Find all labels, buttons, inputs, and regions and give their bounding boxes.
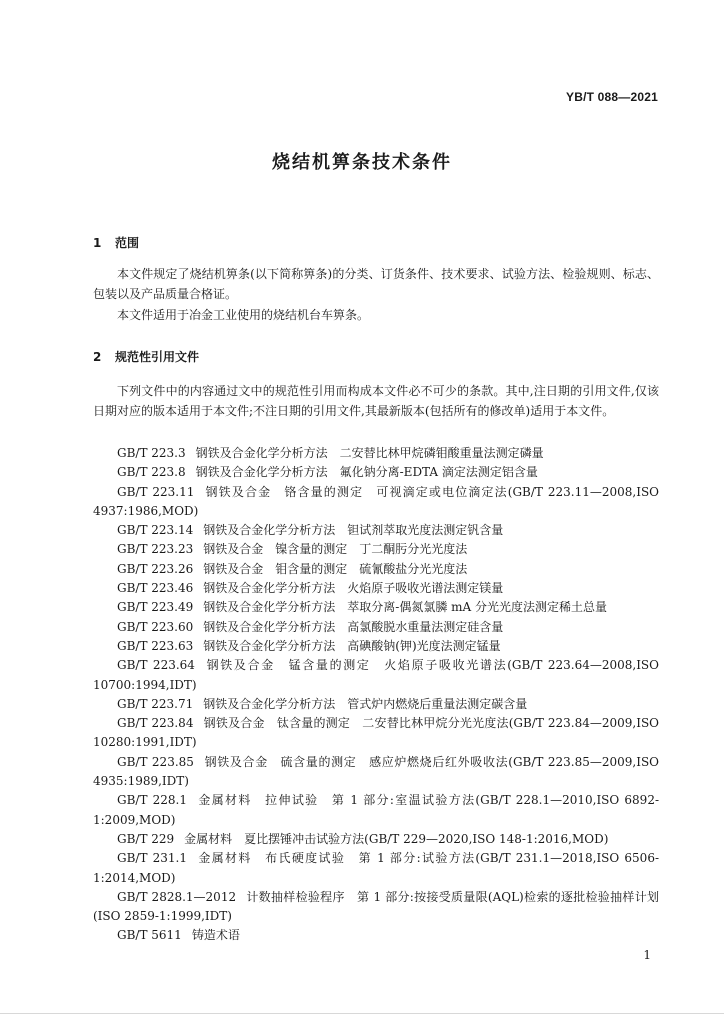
section-1-title: 范围 xyxy=(115,236,140,250)
reference-title: 钢铁及合金化学分析方法 萃取分离-偶氮氯膦 mA 分光光度法测定稀土总量 xyxy=(203,600,607,615)
reference-code: GB/T 223.64 xyxy=(117,658,195,673)
reference-title: 铸造术语 xyxy=(191,928,240,943)
reference-item xyxy=(93,637,659,656)
reference-title: 金属材料 夏比摆锤冲击试验方法(GB/T 229—2020,ISO 148-1:2016,MOD) xyxy=(184,831,609,846)
reference-title: 钢铁及合金化学分析方法 高碘酸钠(钾)光度法测定锰量 xyxy=(203,638,501,653)
reference-title: 金属材料 拉伸试验 第 1 部分:室温试验方法(GB/T 228.1—2010,ISO 6892-1:2009,MOD) xyxy=(93,793,660,827)
reference-code: GB/T 5611 xyxy=(117,928,182,943)
reference-item xyxy=(93,483,659,522)
reference-code: GB/T 223.71 xyxy=(117,696,194,711)
reference-title: 钢铁及合金 钼含量的测定 硫氰酸盐分光光度法 xyxy=(203,561,468,576)
section-1-paragraph-1: 本文件规定了烧结机箅条(以下简称箅条)的分类、订货条件、技术要求、试验方法、检验规则、标志、包装以及产品质量合格证。 xyxy=(93,267,659,301)
reference-title: 钢铁及合金 锰含量的测定 火焰原子吸收光谱法(GB/T 223.64—2008,ISO 10700:1994,IDT) xyxy=(93,658,659,692)
document-title: 烧结机箅条技术条件 xyxy=(272,152,452,173)
reference-code: GB/T 223.84 xyxy=(117,716,194,731)
reference-code: GB/T 223.23 xyxy=(117,542,194,557)
reference-title: 钢铁及合金化学分析方法 管式炉内燃烧后重量法测定碳含量 xyxy=(203,696,528,711)
reference-code: GB/T 223.46 xyxy=(117,581,194,596)
reference-code: GB/T 223.26 xyxy=(117,561,194,576)
reference-item xyxy=(93,791,659,830)
reference-item xyxy=(93,579,659,598)
reference-item xyxy=(93,849,659,888)
reference-item xyxy=(93,656,659,695)
reference-code: GB/T 223.60 xyxy=(117,619,194,634)
reference-title: 计数抽样检验程序 第 1 部分:按接受质量限(AQL)检索的逐批检验抽样计划(ISO 2859-1:1999,IDT) xyxy=(93,889,659,924)
reference-item xyxy=(93,598,659,617)
reference-list xyxy=(93,444,659,946)
reference-title: 金属材料 布氏硬度试验 第 1 部分:试验方法(GB/T 231.1—2018,ISO 6506-1:2014,MOD) xyxy=(93,851,660,885)
reference-code: GB/T 229 xyxy=(117,831,175,846)
reference-title: 钢铁及合金 硫含量的测定 感应炉燃烧后红外吸收法(GB/T 223.85—2009,ISO 4935:1989,IDT) xyxy=(93,754,659,789)
reference-code: GB/T 223.63 xyxy=(117,638,194,653)
reference-code: GB/T 223.85 xyxy=(117,754,194,769)
section-1-paragraph-2: 本文件适用于冶金工业使用的烧结机台车箅条。 xyxy=(117,308,370,322)
reference-title: 钢铁及合金化学分析方法 火焰原子吸收光谱法测定镁量 xyxy=(203,581,504,596)
page-bottom-rule xyxy=(0,1013,724,1014)
standard-code: YB/T 088—2021 xyxy=(566,90,658,104)
section-2-intro: 下列文件中的内容通过文中的规范性引用而构成本文件必不可少的条款。其中,注日期的引用文件,仅该日期对应的版本适用于本文件;不注日期的引用文件,其最新版本(包括所有的修改单)适用于本文件。 xyxy=(93,384,659,418)
reference-title: 钢铁及合金化学分析方法 氟化钠分离-EDTA 滴定法测定铝含量 xyxy=(195,465,538,480)
reference-code: GB/T 231.1 xyxy=(117,851,187,866)
page-number: 1 xyxy=(643,948,651,962)
reference-code: GB/T 223.8 xyxy=(117,465,186,480)
section-2-number: 2 xyxy=(93,350,102,364)
section-2-title: 规范性引用文件 xyxy=(115,350,200,364)
reference-code: GB/T 228.1 xyxy=(117,793,187,808)
reference-title: 钢铁及合金 钛含量的测定 二安替比林甲烷分光光度法(GB/T 223.84—2009,ISO 10280:1991,IDT) xyxy=(93,716,659,750)
reference-title: 钢铁及合金化学分析方法 二安替比林甲烷磷钼酸重量法测定磷量 xyxy=(195,446,544,460)
reference-item xyxy=(93,888,659,927)
reference-item xyxy=(93,463,659,482)
reference-title: 钢铁及合金化学分析方法 高氯酸脱水重量法测定硅含量 xyxy=(203,619,504,634)
reference-code: GB/T 2828.1—2012 xyxy=(117,889,237,904)
section-1-number: 1 xyxy=(93,236,102,250)
reference-item xyxy=(93,830,659,849)
section-2-heading xyxy=(93,348,199,365)
reference-item xyxy=(93,714,659,753)
reference-item xyxy=(93,695,659,714)
reference-title: 钢铁及合金 铬含量的测定 可视滴定或电位滴定法(GB/T 223.11—2008,ISO 4937:1986,MOD) xyxy=(93,484,659,518)
reference-code: GB/T 223.11 xyxy=(117,484,195,499)
reference-code: GB/T 223.49 xyxy=(117,600,194,615)
reference-item xyxy=(93,618,659,637)
reference-title: 钢铁及合金 镍含量的测定 丁二酮肟分光光度法 xyxy=(203,542,468,557)
reference-item xyxy=(93,560,659,579)
section-1-heading xyxy=(93,234,139,251)
reference-item xyxy=(93,540,659,559)
reference-item xyxy=(93,521,659,540)
reference-item xyxy=(93,926,659,945)
reference-title: 钢铁及合金化学分析方法 钽试剂萃取光度法测定钒含量 xyxy=(203,523,504,538)
reference-code: GB/T 223.3 xyxy=(117,446,186,460)
reference-item xyxy=(93,444,659,463)
reference-code: GB/T 223.14 xyxy=(117,523,194,538)
reference-item xyxy=(93,753,659,792)
